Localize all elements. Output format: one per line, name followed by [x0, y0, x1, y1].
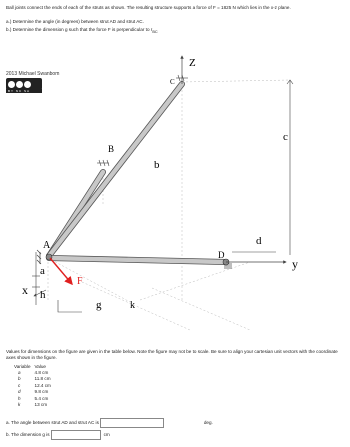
- strut-AC: [49, 84, 182, 256]
- table-row: [14, 376, 55, 382]
- label-h: h: [40, 289, 46, 301]
- copyright-text: 2013 Michael Swanbom: [6, 71, 60, 77]
- table-header-value: Value: [34, 363, 46, 369]
- table-cell-variable: h: [18, 395, 21, 401]
- label-C-point: C: [170, 78, 175, 86]
- label-D: D: [218, 250, 225, 260]
- table-header-variable: Variable: [14, 363, 31, 369]
- label-B: B: [108, 144, 115, 154]
- problem-intro: Ball joints connect the ends of each of the struts as shown. The resulting structure supports a force of F = 1825 N which lies in the x-z plane.: [6, 5, 291, 10]
- table-cell-value: 4.8 cm: [34, 370, 49, 376]
- label-y: y: [292, 257, 298, 271]
- answer-a-row: [6, 418, 213, 428]
- force-F-arrow: [50, 258, 72, 284]
- table-row: [14, 401, 55, 407]
- label-A: A: [43, 240, 51, 251]
- label-d: d: [256, 235, 262, 247]
- answer-a-label: a. The angle between strut AD and strut AC is: [6, 420, 99, 425]
- question-b-subscript: BC: [152, 29, 158, 34]
- answer-a-input[interactable]: [100, 418, 164, 428]
- values-table: [14, 363, 55, 408]
- label-a: a: [40, 265, 45, 277]
- table-cell-value: 12.4 cm: [34, 382, 51, 388]
- table-cell-variable: d: [18, 389, 21, 395]
- question-b-text: b.) Determine the dimension g such that the force F is perpendicular to r: [6, 27, 153, 32]
- table-cell-value: 11.8 cm: [34, 376, 51, 382]
- wall-support-B: [97, 160, 109, 166]
- label-g: g: [96, 299, 102, 311]
- table-cell-variable: a: [18, 370, 21, 376]
- table-cell-variable: b: [18, 376, 21, 382]
- label-x: x: [22, 283, 28, 297]
- label-k: k: [130, 300, 135, 311]
- dimension-g-line: [58, 300, 82, 312]
- answer-a-unit: deg.: [203, 420, 213, 425]
- wall-support-A: [37, 250, 41, 264]
- answer-b-input[interactable]: [51, 430, 101, 440]
- label-b: b: [154, 159, 160, 171]
- table-cell-value: 5.4 cm: [34, 395, 49, 401]
- answer-b-unit: cm: [103, 432, 110, 437]
- label-z: Z: [189, 57, 196, 69]
- table-cell-value: 13 cm: [34, 402, 48, 408]
- table-cell-variable: c: [18, 382, 21, 388]
- label-c: c: [283, 131, 288, 143]
- answer-b-row: [6, 430, 110, 440]
- table-cell-value: 9.8 cm: [34, 389, 49, 395]
- table-cell-variable: k: [18, 402, 21, 408]
- license-terms: BY NC SA: [6, 89, 42, 93]
- question-a: a.) Determine the angle (in degrees) between strut AD and strut AC.: [6, 19, 144, 24]
- table-row: [14, 382, 55, 388]
- label-F: F: [77, 276, 83, 287]
- answer-b-label: b. The dimension g is: [6, 432, 50, 437]
- dimension-note: Values for dimensions on the figure are given in the table below. Note the figure may not be to scale. Be sure to align your cartesian unit vectors with the coordinate axes shown in the figure.: [6, 349, 338, 360]
